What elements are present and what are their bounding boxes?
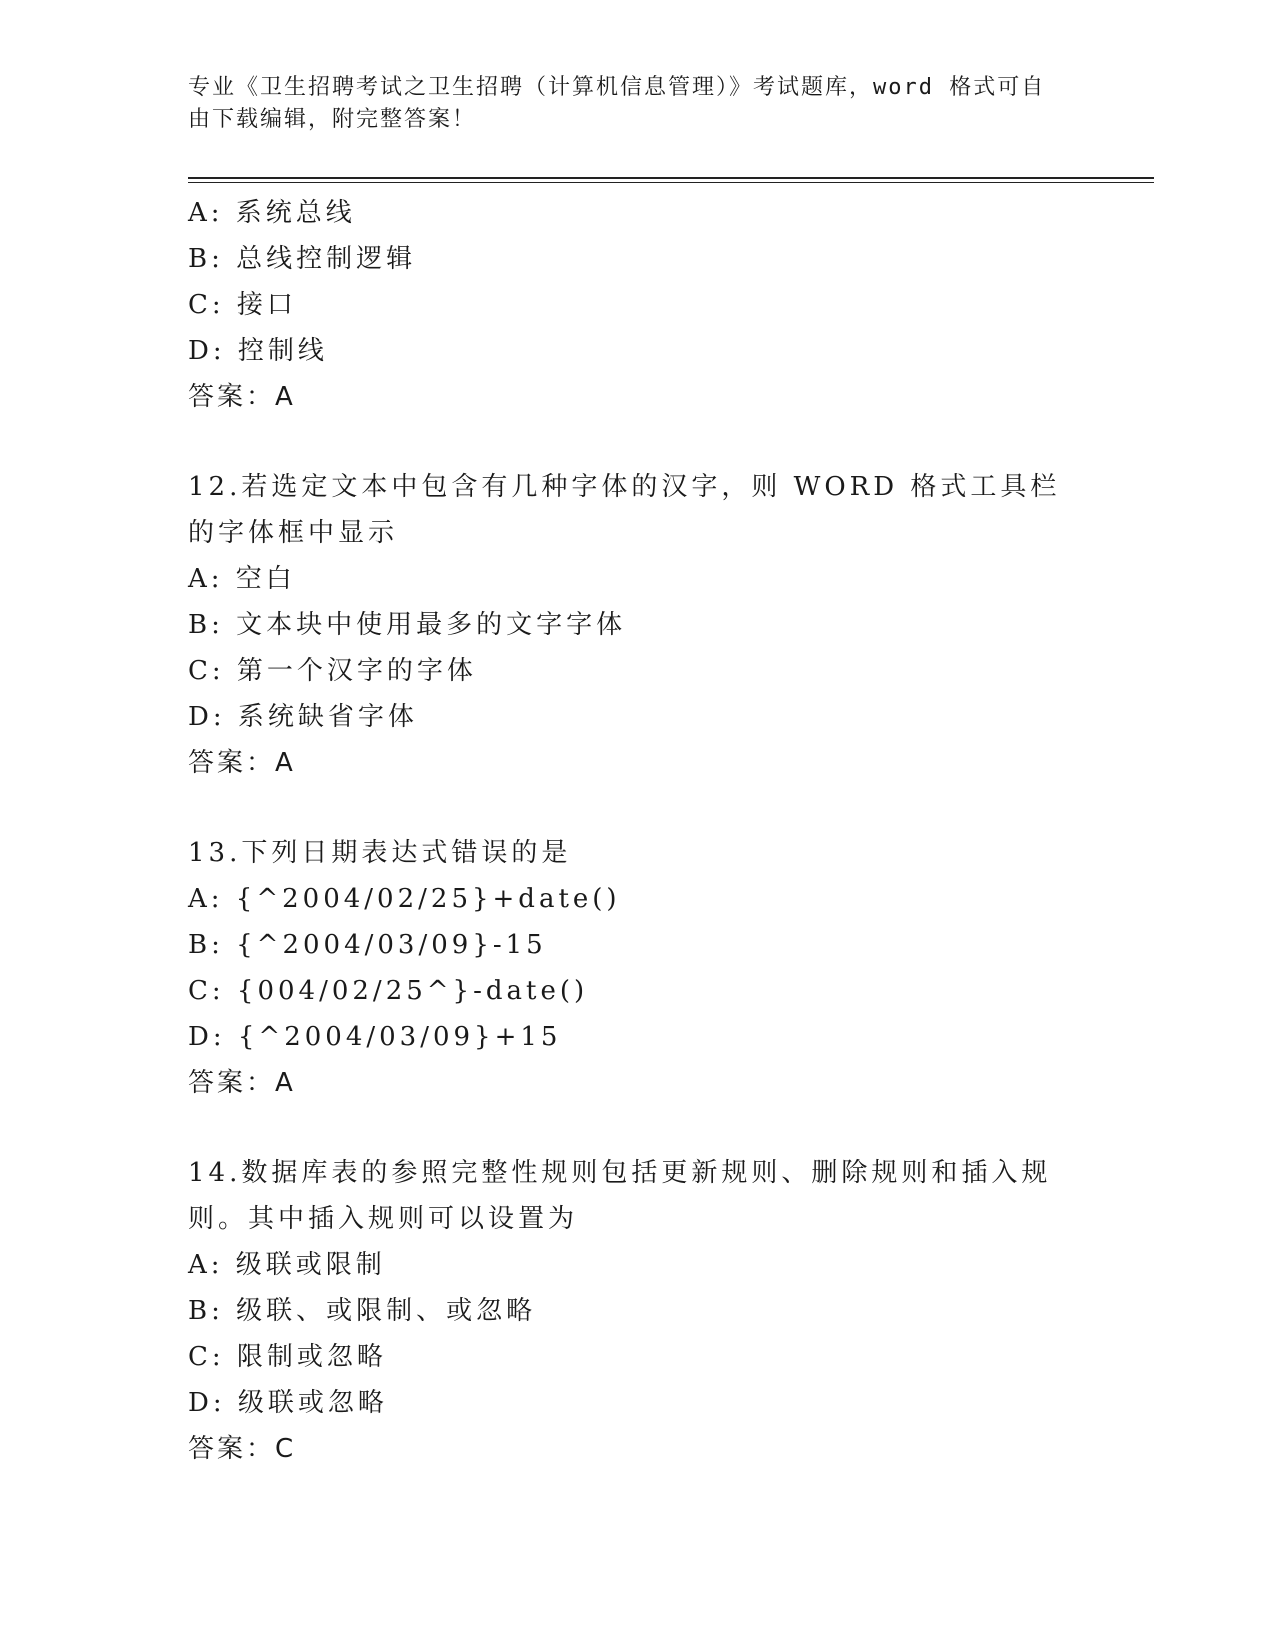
question-13 [188, 830, 1088, 1106]
option-d: D: 控制线 [188, 336, 328, 366]
header-line-1: 专业《卫生招聘考试之卫生招聘（计算机信息管理）》考试题库，word 格式可自 [188, 75, 1046, 100]
spacer [188, 1106, 1088, 1150]
option-a: A: 系统总线 [188, 198, 356, 228]
option-b: B: 级联、或限制、或忽略 [188, 1296, 537, 1326]
header-rule-bottom [188, 182, 1154, 183]
option-d: D: 级联或忽略 [188, 1388, 388, 1418]
option-d: D: 系统缺省字体 [188, 702, 418, 732]
question-stem: 12.若选定文本中包含有几种字体的汉字，则 WORD 格式工具栏的字体框中显示 [188, 472, 1061, 548]
option-d: D: {^2004/03/09}+15 [188, 1022, 562, 1052]
option-c: C: 接口 [188, 290, 297, 320]
option-c: C: 第一个汉字的字体 [188, 656, 477, 686]
option-c: C: 限制或忽略 [188, 1342, 387, 1372]
question-stem: 13.下列日期表达式错误的是 [188, 838, 572, 868]
option-b: B: {^2004/03/09}-15 [188, 930, 547, 960]
question-12 [188, 464, 1088, 786]
question-11 [188, 190, 1088, 420]
question-14 [188, 1150, 1088, 1472]
option-c: C: {004/02/25^}-date() [188, 976, 589, 1006]
document-header [188, 72, 1088, 136]
question-list [188, 190, 1088, 1472]
option-a: A: 空白 [188, 564, 296, 594]
question-stem: 14.数据库表的参照完整性规则包括更新规则、删除规则和插入规则。其中插入规则可以设置为 [188, 1158, 1052, 1234]
answer: 答案：A [188, 1068, 296, 1098]
option-a: A: {^2004/02/25}+date() [188, 884, 621, 914]
header-rule-top [188, 177, 1154, 179]
option-b: B: 文本块中使用最多的文字字体 [188, 610, 627, 640]
spacer [188, 420, 1088, 464]
spacer [188, 786, 1088, 830]
answer: 答案：C [188, 1434, 297, 1464]
header-line-2: 由下载编辑，附完整答案！ [188, 107, 477, 132]
option-a: A: 级联或限制 [188, 1250, 386, 1280]
answer: 答案：A [188, 382, 296, 412]
option-b: B: 总线控制逻辑 [188, 244, 417, 274]
answer: 答案：A [188, 748, 296, 778]
